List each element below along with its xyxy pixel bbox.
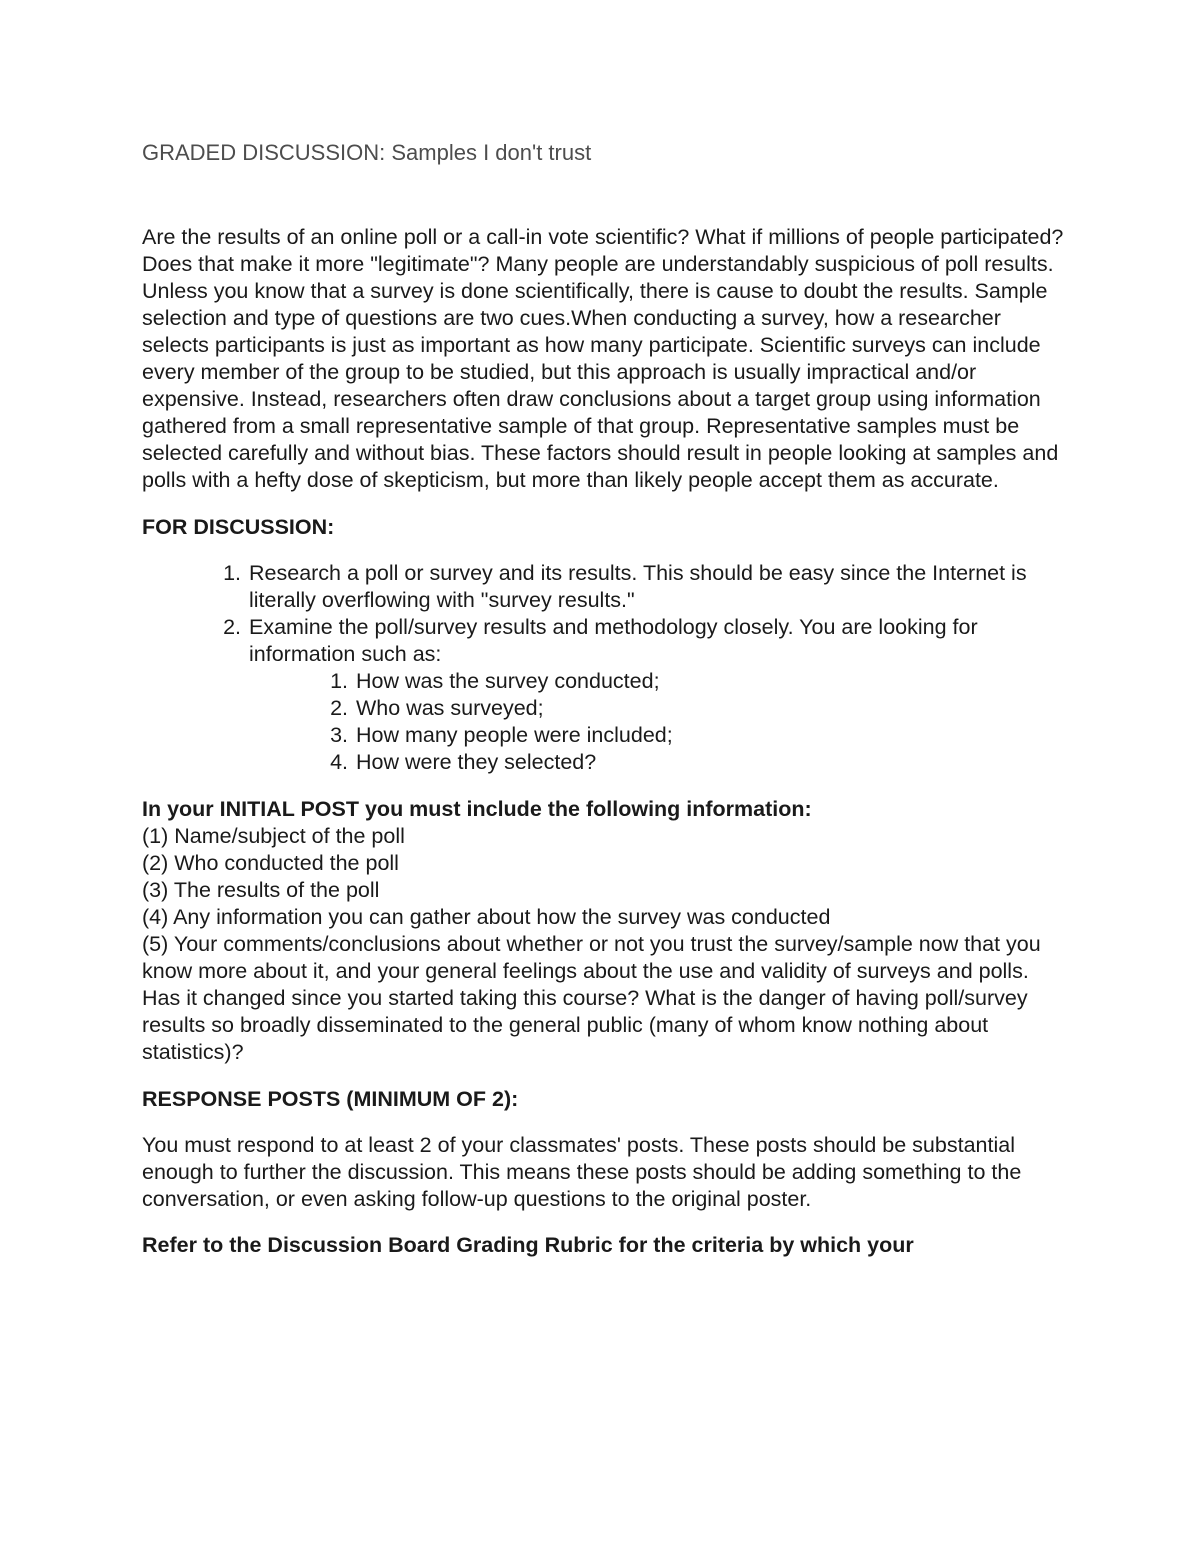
- sub-steps-list: [249, 668, 1072, 776]
- list-item: [330, 722, 1072, 749]
- list-number: 2.: [330, 696, 348, 720]
- list-number: 3.: [330, 723, 348, 747]
- initial-post-heading: In your INITIAL POST you must include the following information:: [142, 797, 812, 821]
- list-number: 2.: [223, 615, 241, 639]
- response-posts-heading: RESPONSE POSTS (MINIMUM OF 2):: [142, 1087, 519, 1111]
- discussion-steps-list: [142, 560, 1072, 776]
- requirement-item: (5) Your comments/conclusions about whether or not you trust the survey/sample now that you know more about it, and your general feelings about the use and validity of surveys and polls. Has it changed since you started taking this course? What is the danger of having poll/survey results so broadly disseminated to the general public (many of whom know nothing about statistics)?: [142, 932, 1041, 1064]
- intro-paragraph: Are the results of an online poll or a call-in vote scientific? What if millions of people participated? Does that make it more "legitimate"? Many people are understandably suspicious of poll results. Unless you know that a survey is done scientifically, there is cause to doubt the results. Sample selection and type of questions are two cues.When conducting a survey, how a researcher selects participants is just as important as how many participate. Scientific surveys can include every member of the group to be studied, but this approach is usually impractical and/or expensive. Instead, researchers often draw conclusions about a target group using information gathered from a small representative sample of that group. Representative samples must be selected carefully and without bias. These factors should result in people looking at samples and polls with a hefty dose of skepticism, but more than likely people accept them as accurate.: [142, 225, 1064, 492]
- requirement-item: (4) Any information you can gather about how the survey was conducted: [142, 905, 831, 929]
- list-item: [330, 695, 1072, 722]
- response-paragraph: You must respond to at least 2 of your classmates' posts. These posts should be substantial enough to further the discussion. This means these posts should be adding something to the conversation, or even asking follow-up questions to the original poster.: [142, 1133, 1022, 1211]
- list-item-text: How many people were included;: [356, 723, 673, 747]
- list-item-text: Research a poll or survey and its results. This should be easy since the Internet is literally overflowing with "survey results.": [249, 561, 1027, 612]
- list-number: 4.: [330, 750, 348, 774]
- for-discussion-heading: FOR DISCUSSION:: [142, 515, 335, 539]
- requirement-item: (1) Name/subject of the poll: [142, 824, 405, 848]
- list-item: [223, 614, 1072, 776]
- requirement-item: (2) Who conducted the poll: [142, 851, 399, 875]
- list-item-text: How was the survey conducted;: [356, 669, 660, 693]
- list-item: [330, 749, 1072, 776]
- list-item-text: Examine the poll/survey results and methodology closely. You are looking for information such as:: [249, 615, 978, 666]
- list-item: [330, 668, 1072, 695]
- document-body: [142, 139, 1072, 1259]
- list-item-text: Who was surveyed;: [356, 696, 544, 720]
- list-number: 1.: [223, 561, 241, 585]
- list-item-text: How were they selected?: [356, 750, 597, 774]
- list-item: [223, 560, 1072, 614]
- requirement-item: (3) The results of the poll: [142, 878, 380, 902]
- list-number: 1.: [330, 669, 348, 693]
- rubric-line: Refer to the Discussion Board Grading Rubric for the criteria by which your: [142, 1233, 914, 1257]
- document-title: GRADED DISCUSSION: Samples I don't trust: [142, 140, 592, 165]
